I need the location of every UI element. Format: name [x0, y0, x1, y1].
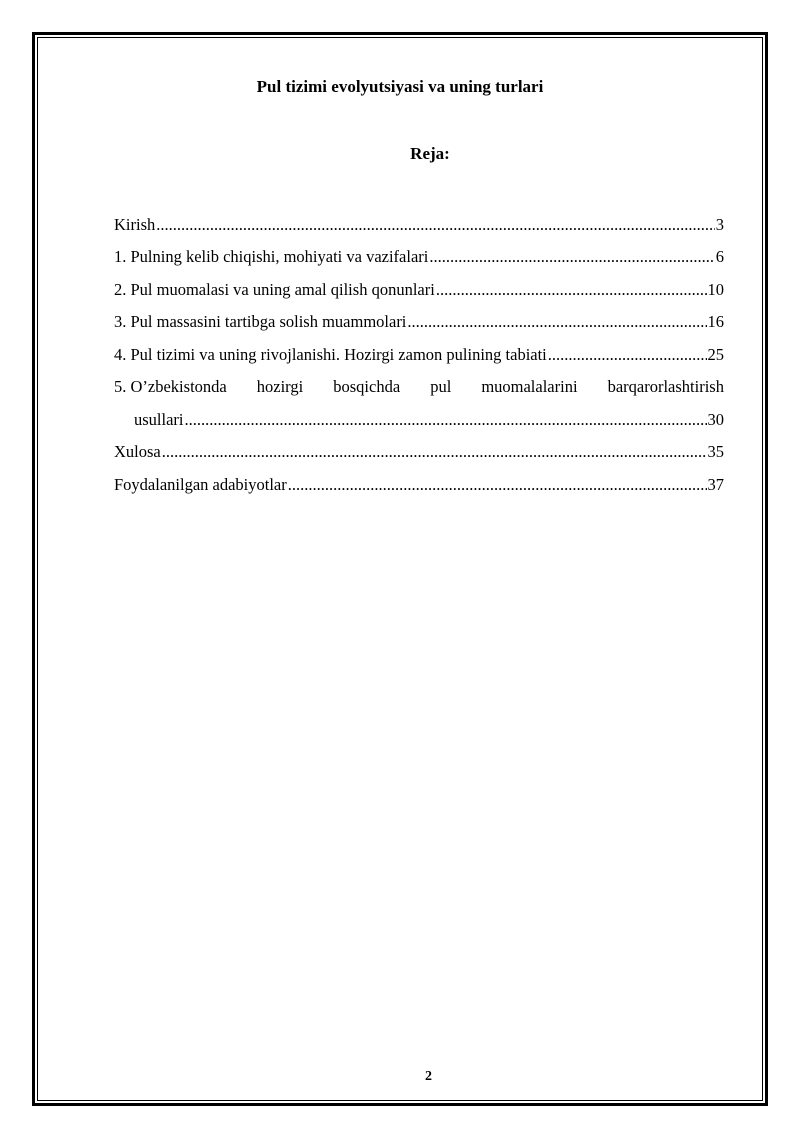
toc-entry-chapter-3[interactable]	[114, 303, 724, 336]
toc-entry-chapter-4[interactable]	[114, 335, 724, 368]
toc-entry-label-continuation: usullari	[134, 409, 184, 429]
toc-dot-leader	[156, 212, 715, 238]
toc-entry-conclusion[interactable]	[114, 433, 724, 466]
toc-dot-leader	[288, 472, 707, 498]
toc-dot-leader	[185, 407, 707, 433]
toc-entry-label	[114, 374, 724, 400]
toc-page-number: 30	[707, 409, 724, 429]
toc-page-number: 3	[715, 214, 724, 234]
toc-entry-references[interactable]	[114, 465, 724, 498]
page-border-inner	[37, 37, 763, 1101]
document-title: Pul tizimi evolyutsiyasi va uning turlari	[256, 77, 544, 96]
toc-page-number: 10	[707, 279, 724, 299]
toc-dot-leader	[407, 309, 706, 335]
toc-dot-leader	[429, 244, 714, 270]
toc-entry-chapter-2[interactable]	[114, 270, 724, 303]
toc-dot-leader	[548, 342, 707, 368]
toc-word: muomalalarini	[481, 377, 578, 396]
toc-word: barqarorlashtirish	[607, 377, 724, 396]
toc-entry-chapter-5-continuation[interactable]	[114, 400, 724, 433]
toc-entry-label: Xulosa	[114, 442, 161, 461]
toc-entry-label: Kirish	[114, 214, 156, 234]
page-number: 2	[425, 1069, 432, 1084]
toc-entry-label: 1. Pulning kelib chiqishi, mohiyati va vazifalari	[114, 247, 429, 266]
toc-dot-leader	[162, 439, 707, 465]
toc-word: 5. O’zbekistonda	[114, 377, 227, 396]
toc-entry-chapter-1[interactable]	[114, 238, 724, 271]
toc-word: hozirgi	[256, 377, 304, 396]
toc-word: pul	[430, 377, 452, 396]
toc-dot-leader	[436, 277, 707, 303]
toc-entry-label: 3. Pul massasini tartibga solish muammolari	[114, 312, 407, 331]
toc-entry-label: 4. Pul tizimi va uning rivojlanishi. Hozirgi zamon pulining tabiati	[114, 344, 547, 364]
table-of-contents	[114, 205, 724, 498]
toc-entry-introduction[interactable]	[114, 205, 724, 238]
toc-word: bosqichda	[333, 377, 401, 396]
toc-page-number: 16	[707, 312, 724, 331]
toc-entry-chapter-5[interactable]	[114, 368, 724, 401]
toc-page-number: 35	[707, 442, 724, 461]
plan-heading: Reja:	[410, 144, 450, 163]
toc-entry-label: Foydalanilgan adabiyotlar	[114, 474, 287, 494]
toc-entry-label: 2. Pul muomalasi va uning amal qilish qonunlari	[114, 279, 435, 299]
toc-page-number: 25	[707, 344, 724, 364]
toc-page-number: 6	[715, 247, 724, 266]
toc-page-number: 37	[707, 474, 724, 494]
